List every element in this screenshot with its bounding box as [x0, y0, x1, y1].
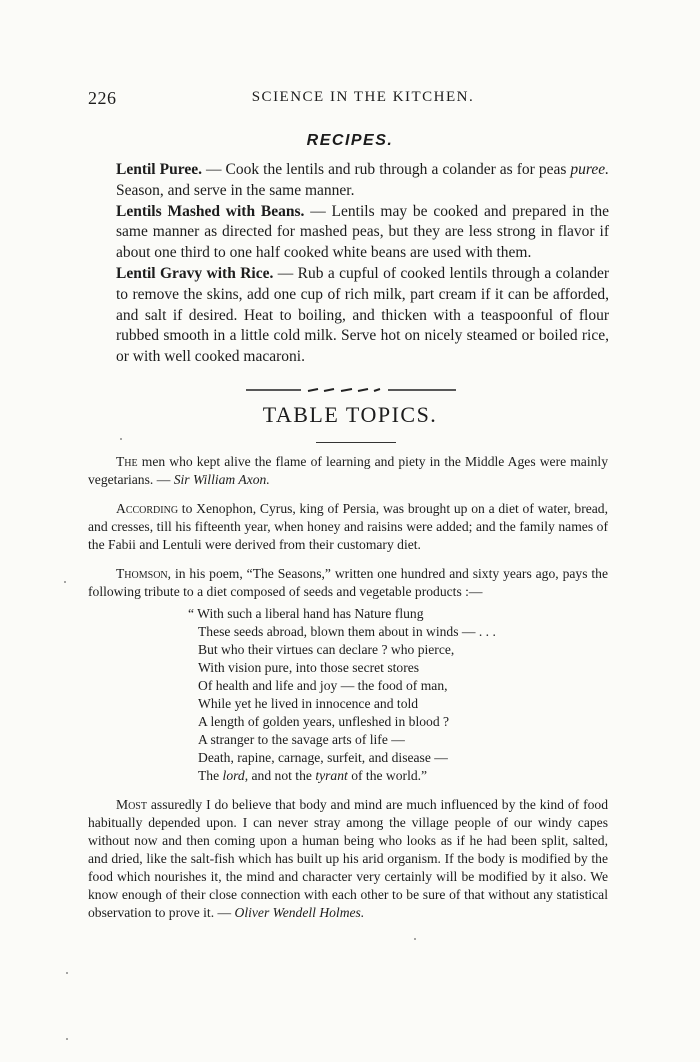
poem-line: Death, rapine, carnage, surfeit, and disease — — [198, 750, 448, 765]
print-speck — [66, 1038, 68, 1040]
recipe-name: Lentils Mashed with Beans. — [116, 202, 305, 220]
recipes-section — [116, 160, 609, 368]
print-speck — [66, 972, 68, 974]
paragraph-text: in his poem, “The Seasons,” written one hundred and sixty years ago, pays the following tribute to a diet composed of seeds and vegetable products :— — [88, 566, 608, 599]
recipe-text: — Lentils may be cooked and prepared in the same manner as directed for mashed peas, but they are less strong in flavor if about one third to one half cooked white beans are used with them. — [116, 202, 609, 262]
poem-line: Of health and life and joy — the food of man, — [198, 678, 448, 693]
recipes-heading: RECIPES. — [306, 132, 394, 149]
paragraph-text: assuredly I do believe that body and mind are much influenced by the kind of food habitually depended upon. I can never stray among the village people of our windy capes without now and then coming upon a human being who looks as if he had been split, salted, and dried, like the salt-fish which has built up his arid organism. If the body is modified by the food which nourishes it, the mind and character very certainly will be modified by it also. We know enough of their close connection with each other to be sure of that without any statistical observation to prove it. — — [88, 797, 608, 920]
paragraph-text: men who kept alive the flame of learning and piety in the Middle Ages were mainly vegetarians. — — [88, 454, 608, 487]
book-title: SCIENCE IN THE KITCHEN. — [251, 89, 475, 105]
attribution: Oliver Wendell Holmes. — [234, 905, 365, 920]
poem-line: A stranger to the savage arts of life — — [198, 732, 405, 747]
recipe-name: Lentil Puree. — [116, 161, 202, 178]
print-speck — [414, 938, 416, 940]
poem-quotation — [188, 605, 608, 785]
topic-paragraph — [88, 796, 608, 922]
recipe-text-after: Season, and serve in the same manner. — [116, 181, 355, 199]
decorative-rule-ornament — [246, 386, 456, 394]
poem-line: But who their virtues can declare ? who pierce, — [198, 642, 455, 657]
print-speck — [64, 581, 66, 583]
table-topics-section — [88, 453, 608, 933]
poem-line: These seeds abroad, blown them about in winds — . . . — [198, 624, 496, 639]
recipe-name: Lentil Gravy with Rice. — [116, 264, 274, 282]
poem-text: of the world.” — [347, 768, 428, 783]
table-topics-title: TABLE TOPICS. — [262, 402, 438, 427]
title-underline — [316, 442, 396, 443]
recipe-text: — Rub a cupful of cooked lentils through a colander to remove the skins, add one cup of rich milk, part cream if it can be afforded, and salt if desired. Heat to boiling, and thicken with a teaspoonful of flour rubbed smooth in a little cold milk. Serve hot on nicely steamed or boiled rice, or with well cooked macaroni. — [116, 264, 609, 366]
recipe-text: — Cook the lentils and rub through a colander as for peas — [201, 161, 571, 178]
poem-italic: lord — [222, 768, 245, 783]
poem-line: “ With such a liberal hand has Nature flung — [188, 606, 424, 621]
lead-word: Thomson, — [116, 566, 172, 581]
recipe-lentil-gravy-with-rice — [116, 264, 609, 368]
page-number: 226 — [88, 88, 117, 108]
poem-text: , and not the — [244, 768, 316, 783]
poem-line: While yet he lived in innocence and told — [198, 696, 419, 711]
lead-word: According — [116, 501, 179, 516]
paragraph-text: to Xenophon, Cyrus, king of Persia, was brought up on a diet of water, bread, and cresses, till his fifteenth year, when honey and raisins were added; and the family names of the Fabii and Lentuli were derived from their customary diet. — [88, 501, 608, 552]
poem-italic: tyrant — [315, 768, 348, 783]
topic-paragraph — [88, 500, 608, 554]
topic-paragraph — [88, 453, 608, 489]
running-head — [88, 88, 608, 108]
attribution: Sir William Axon. — [173, 472, 270, 487]
poem-line: A length of golden years, unfleshed in blood ? — [198, 714, 450, 729]
lead-word: The — [116, 454, 138, 469]
poem-text: The — [198, 768, 223, 783]
topic-paragraph — [88, 565, 608, 601]
recipe-lentils-mashed-with-beans — [116, 202, 609, 264]
lead-word: Most — [116, 797, 147, 812]
poem-line: With vision pure, into those secret stores — [198, 660, 420, 675]
recipe-lentil-puree — [116, 160, 609, 202]
recipe-italic: puree. — [570, 161, 610, 178]
print-speck — [120, 438, 122, 440]
poem-line — [198, 767, 608, 785]
